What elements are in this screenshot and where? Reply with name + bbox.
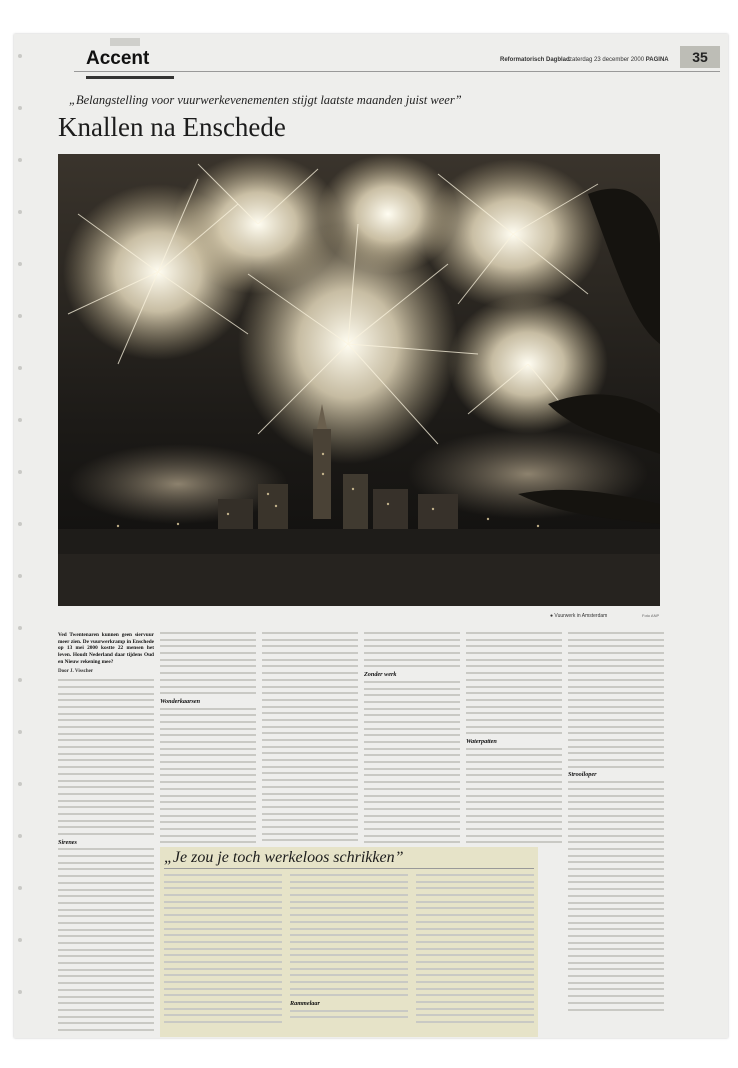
section-label: Accent: [86, 48, 150, 69]
newspaper-page: [14, 34, 728, 1038]
page-number: 35: [680, 46, 720, 68]
article-column-4: [364, 632, 460, 844]
sidebar-rule: [164, 868, 534, 869]
article-column-1: [58, 632, 154, 1032]
article-column-6: [568, 632, 664, 1032]
header-rule: [74, 71, 720, 72]
binding-holes: [16, 54, 24, 1038]
photo-caption: ● Vuurwerk in Amsterdam: [550, 613, 608, 619]
section-underline: [86, 76, 174, 79]
article-column-2: [160, 632, 256, 844]
subhead-zonder-werk: Zonder werk: [364, 671, 397, 679]
article-headline: Knallen na Enschede: [58, 112, 286, 142]
sidebar-column-1: [164, 874, 282, 1034]
subhead-waterpatten: Waterpatten: [466, 738, 497, 745]
article-kicker: „Belangstelling voor vuurwerkevenementen stijgt laatste maanden juist weer”: [69, 93, 462, 107]
article-column-3: [262, 632, 358, 844]
subhead-sirenes: Sirenes: [58, 838, 77, 846]
newspaper-masthead: Reformatorisch Dagblad: [500, 57, 570, 63]
section-decoration: [110, 38, 140, 46]
subhead-rammelaar: Rammelaar: [290, 1000, 320, 1008]
sidebar-column-2: [290, 874, 408, 1034]
subhead-wonderkaarsen: Wonderkaarsen: [160, 697, 201, 705]
article-lead: Ved Twentenaren kunnen geen siervuur meer zien. De vuurwerkramp in Enschede op 13 mei 2000 kostte 22 mensen het leven. Houdt Nederland daar tijdens Oud en Nieuw rekening mee?: [58, 632, 154, 665]
subhead-strooiloper: Strooiloper: [568, 771, 597, 779]
fireworks-photo: [58, 154, 660, 606]
issue-date: zaterdag 23 december 2000 PAGINA: [569, 57, 669, 63]
article-column-5: [466, 632, 562, 844]
article-byline: Door J. Visscher: [58, 668, 94, 674]
photo-credit: Foto ANP: [642, 613, 660, 618]
sidebar-title: „Je zou je toch werkeloos schrikken”: [164, 849, 404, 866]
sidebar-column-3: [416, 874, 534, 1034]
